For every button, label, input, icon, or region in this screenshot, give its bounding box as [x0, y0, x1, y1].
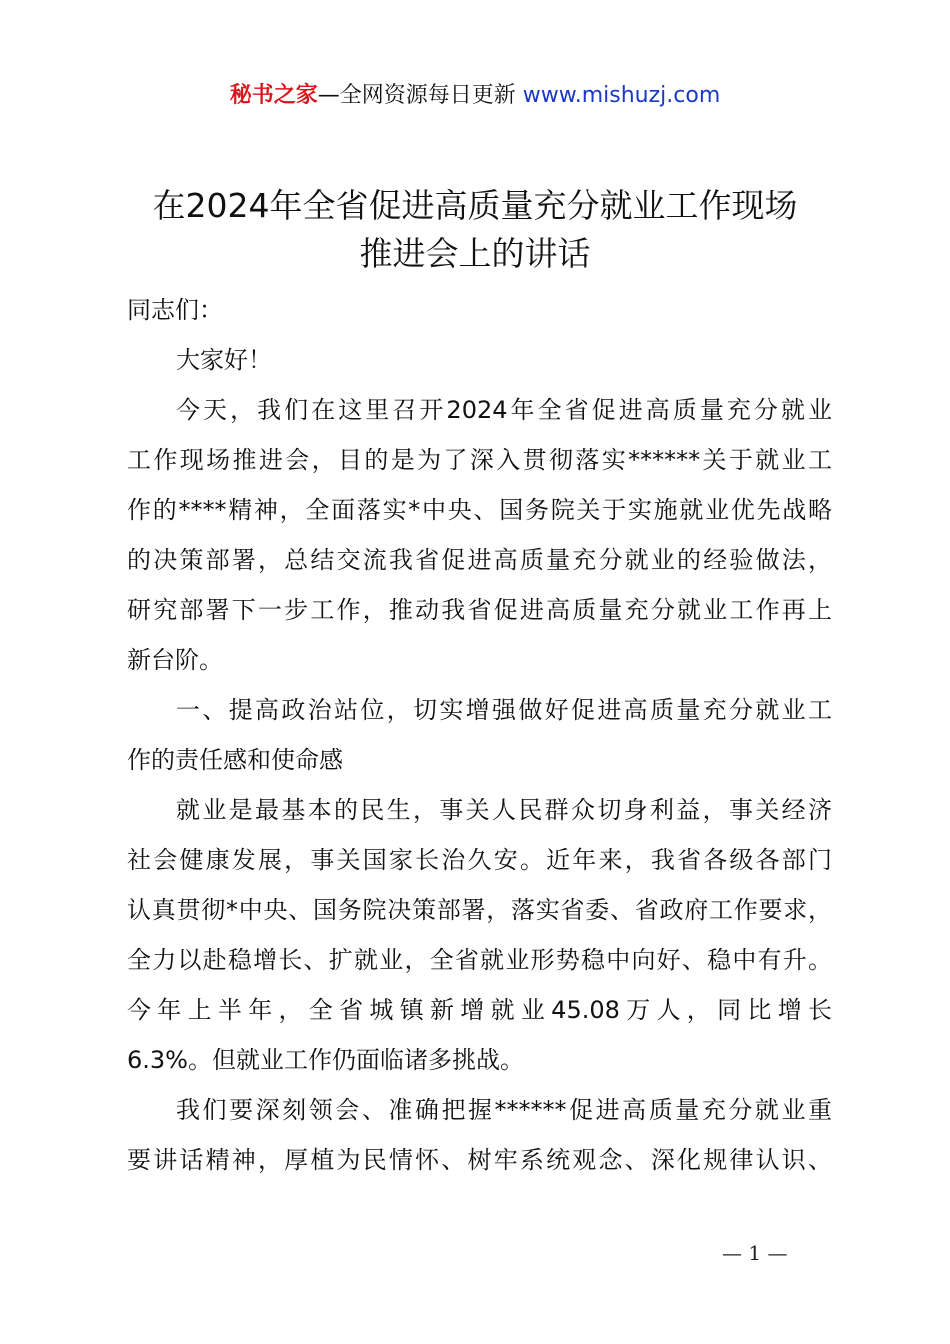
paragraph-3-line: 要讲话精神，厚植为民情怀、树牢系统观念、深化规律认识、 [127, 1146, 832, 1174]
paragraph-2-line: 社会健康发展，事关国家长治久安。近年来，我省各级各部门 [127, 846, 832, 874]
paragraph-1-line: 的决策部署，总结交流我省促进高质量充分就业的经验做法， [127, 546, 832, 574]
paragraph-2-line: 全力以赴稳增长、扩就业，全省就业形势稳中向好、稳中有升。 [127, 946, 832, 974]
section-heading-1: 作的责任感和使命感 [127, 746, 343, 774]
site-header [0, 80, 950, 112]
paragraph-3-line: 我们要深刻领会、准确把握******促进高质量充分就业重 [176, 1096, 832, 1124]
page-number: — 1 — [722, 1241, 788, 1265]
greeting: 大家好！ [176, 346, 272, 374]
section-heading-1: 一、提高政治站位，切实增强做好促进高质量充分就业工 [176, 696, 832, 724]
paragraph-1-line: 工作现场推进会，目的是为了深入贯彻落实******关于就业工 [127, 446, 832, 474]
salutation: 同志们： [127, 296, 223, 324]
site-url-link[interactable]: www.mishuzj.com [522, 83, 721, 108]
title-line-2: 推进会上的讲话 [359, 234, 591, 273]
document-title [0, 182, 950, 278]
paragraph-2-line: 6.3%。但就业工作仍面临诸多挑战。 [127, 1046, 524, 1074]
paragraph-1-line: 作的****精神，全面落实*中央、国务院关于实施就业优先战略 [127, 496, 832, 524]
title-line-1: 在2024年全省促进高质量充分就业工作现场 [152, 186, 798, 225]
paragraph-2-line: 就业是最基本的民生，事关人民群众切身利益，事关经济 [176, 796, 832, 824]
paragraph-1-line: 研究部署下一步工作，推动我省促进高质量充分就业工作再上 [127, 596, 832, 624]
paragraph-2-line: 认真贯彻*中央、国务院决策部署，落实省委、省政府工作要求， [127, 896, 832, 924]
paragraph-1-line: 新台阶。 [127, 646, 223, 674]
site-tagline: —全网资源每日更新 [317, 83, 516, 108]
site-brand: 秘书之家 [229, 83, 318, 108]
document-body [127, 285, 832, 1185]
paragraph-1-line: 今天，我们在这里召开2024年全省促进高质量充分就业 [176, 396, 832, 424]
paragraph-2-line: 今年上半年，全省城镇新增就业45.08万人，同比增长 [127, 996, 832, 1024]
